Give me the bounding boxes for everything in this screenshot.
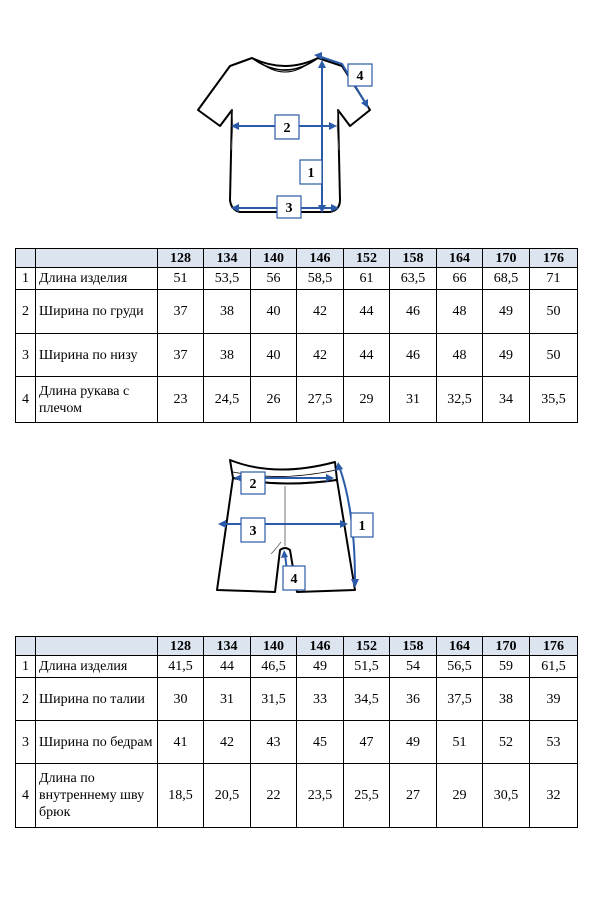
table-row (16, 268, 578, 290)
cell-value: 71 (530, 268, 578, 290)
size-header: 170 (483, 249, 530, 268)
marker-1 (300, 160, 322, 184)
row-number: 2 (16, 678, 36, 721)
table-row (16, 721, 578, 764)
row-label: Ширина по бедрам (36, 721, 158, 764)
cell-value: 35,5 (530, 377, 578, 423)
cell-value: 56 (251, 268, 297, 290)
cell-value: 38 (204, 290, 251, 334)
size-header: 140 (251, 249, 297, 268)
cell-value: 44 (344, 290, 390, 334)
cell-value: 46 (390, 334, 437, 377)
size-header: 128 (158, 637, 204, 656)
size-header: 176 (530, 637, 578, 656)
cell-value: 51 (158, 268, 204, 290)
cell-value: 27 (390, 764, 437, 828)
marker-2-text: 2 (249, 477, 257, 492)
cell-value: 63,5 (390, 268, 437, 290)
row-label: Ширина по талии (36, 678, 158, 721)
row-label: Длина изделия (36, 268, 158, 290)
cell-value: 42 (204, 721, 251, 764)
cell-value: 31,5 (251, 678, 297, 721)
cell-value: 25,5 (344, 764, 390, 828)
cell-value: 44 (204, 656, 251, 678)
header-corner (16, 637, 36, 656)
cell-value: 40 (251, 334, 297, 377)
size-header: 146 (297, 249, 344, 268)
size-header: 152 (344, 249, 390, 268)
marker-1-text: 1 (358, 519, 366, 534)
cell-value: 18,5 (158, 764, 204, 828)
header-corner (36, 637, 158, 656)
marker-4-text: 4 (290, 572, 298, 587)
cell-value: 32,5 (437, 377, 483, 423)
cell-value: 20,5 (204, 764, 251, 828)
cell-value: 23,5 (297, 764, 344, 828)
cell-value: 54 (390, 656, 437, 678)
cell-value: 66 (437, 268, 483, 290)
cell-value: 49 (390, 721, 437, 764)
table-row (16, 377, 578, 423)
shorts-illustration (205, 450, 385, 600)
row-label: Ширина по груди (36, 290, 158, 334)
cell-value: 61,5 (530, 656, 578, 678)
cell-value: 53 (530, 721, 578, 764)
marker-4-text: 4 (356, 69, 364, 84)
cell-value: 34 (483, 377, 530, 423)
cell-value: 24,5 (204, 377, 251, 423)
row-number: 3 (16, 721, 36, 764)
marker-1-text: 1 (307, 166, 315, 181)
cell-value: 30,5 (483, 764, 530, 828)
table-header-row (16, 637, 578, 656)
row-number: 1 (16, 268, 36, 290)
cell-value: 51,5 (344, 656, 390, 678)
cell-value: 33 (297, 678, 344, 721)
cell-value: 50 (530, 290, 578, 334)
cell-value: 56,5 (437, 656, 483, 678)
cell-value: 49 (483, 334, 530, 377)
row-number: 1 (16, 656, 36, 678)
cell-value: 37,5 (437, 678, 483, 721)
cell-value: 23 (158, 377, 204, 423)
table-row (16, 678, 578, 721)
cell-value: 47 (344, 721, 390, 764)
marker-3-text: 3 (285, 201, 293, 216)
cell-value: 34,5 (344, 678, 390, 721)
marker-2 (275, 115, 299, 139)
marker-3 (277, 196, 301, 218)
marker-1 (351, 513, 373, 537)
size-header: 158 (390, 637, 437, 656)
marker-4 (283, 566, 305, 590)
cell-value: 40 (251, 290, 297, 334)
size-header: 140 (251, 637, 297, 656)
row-label: Длина по внутреннему шву брюк (36, 764, 158, 828)
size-header: 170 (483, 637, 530, 656)
size-header: 176 (530, 249, 578, 268)
size-header: 152 (344, 637, 390, 656)
cell-value: 46 (390, 290, 437, 334)
cell-value: 48 (437, 334, 483, 377)
cell-value: 37 (158, 334, 204, 377)
table-row (16, 656, 578, 678)
header-corner (36, 249, 158, 268)
size-header: 128 (158, 249, 204, 268)
cell-value: 31 (204, 678, 251, 721)
cell-value: 22 (251, 764, 297, 828)
cell-value: 39 (530, 678, 578, 721)
row-number: 2 (16, 290, 36, 334)
cell-value: 41,5 (158, 656, 204, 678)
tshirt-illustration (190, 40, 380, 225)
table-row (16, 764, 578, 828)
shorts-size-table (15, 636, 578, 828)
cell-value: 45 (297, 721, 344, 764)
cell-value: 44 (344, 334, 390, 377)
size-header: 134 (204, 249, 251, 268)
cell-value: 49 (297, 656, 344, 678)
cell-value: 51 (437, 721, 483, 764)
cell-value: 61 (344, 268, 390, 290)
cell-value: 42 (297, 334, 344, 377)
row-number: 3 (16, 334, 36, 377)
cell-value: 46,5 (251, 656, 297, 678)
cell-value: 37 (158, 290, 204, 334)
cell-value: 38 (204, 334, 251, 377)
marker-3 (241, 518, 265, 542)
cell-value: 30 (158, 678, 204, 721)
size-header: 158 (390, 249, 437, 268)
marker-4 (348, 64, 372, 86)
marker-2-text: 2 (283, 121, 291, 136)
size-header: 134 (204, 637, 251, 656)
cell-value: 53,5 (204, 268, 251, 290)
shorts-diagram (205, 450, 385, 600)
cell-value: 27,5 (297, 377, 344, 423)
cell-value: 29 (437, 764, 483, 828)
row-label: Длина рукава с плечом (36, 377, 158, 423)
marker-3-text: 3 (249, 524, 257, 539)
cell-value: 68,5 (483, 268, 530, 290)
cell-value: 41 (158, 721, 204, 764)
cell-value: 36 (390, 678, 437, 721)
table-header-row (16, 249, 578, 268)
size-header: 164 (437, 637, 483, 656)
tshirt-diagram (190, 40, 380, 225)
cell-value: 58,5 (297, 268, 344, 290)
header-corner (16, 249, 36, 268)
size-header: 146 (297, 637, 344, 656)
cell-value: 29 (344, 377, 390, 423)
row-label: Длина изделия (36, 656, 158, 678)
cell-value: 31 (390, 377, 437, 423)
cell-value: 48 (437, 290, 483, 334)
row-label: Ширина по низу (36, 334, 158, 377)
cell-value: 50 (530, 334, 578, 377)
cell-value: 32 (530, 764, 578, 828)
tshirt-size-table (15, 248, 578, 423)
cell-value: 59 (483, 656, 530, 678)
table-row (16, 290, 578, 334)
row-number: 4 (16, 377, 36, 423)
marker-2 (241, 472, 265, 494)
cell-value: 38 (483, 678, 530, 721)
size-header: 164 (437, 249, 483, 268)
cell-value: 26 (251, 377, 297, 423)
row-number: 4 (16, 764, 36, 828)
cell-value: 43 (251, 721, 297, 764)
cell-value: 49 (483, 290, 530, 334)
cell-value: 42 (297, 290, 344, 334)
table-row (16, 334, 578, 377)
cell-value: 52 (483, 721, 530, 764)
